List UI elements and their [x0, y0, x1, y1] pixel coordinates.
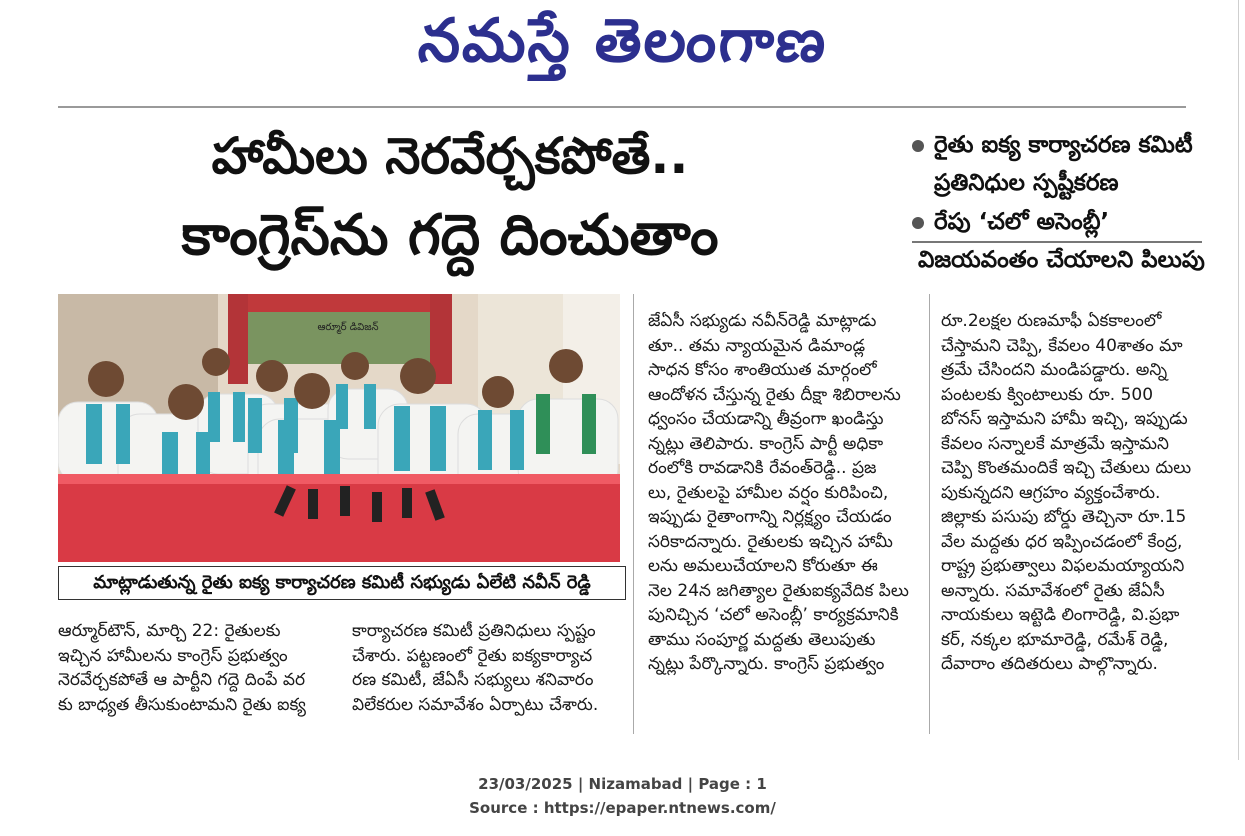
article-line: సాధన కోసం శాంతియుత మార్గంలో — [648, 360, 877, 380]
article-column-1a — [58, 619, 328, 717]
bullet-icon — [912, 217, 924, 229]
deck-line-3: విజయవంతం చేయాలని పిలుపు — [918, 247, 1205, 273]
article-line: బోనస్ ఇస్తామని హామీ ఇచ్చి, ఇప్పుడు — [941, 409, 1188, 429]
article-line: న్నట్లు తెలిపారు. కాంగ్రెస్ పార్టీ అధికా — [648, 433, 884, 454]
article-line: దేవారాం తదితరులు పాల్గొన్నారు. — [941, 654, 1158, 674]
article-line: అన్నారు. సమావేశంలో రైతు జేఏసీ — [941, 580, 1165, 601]
article-line: త్రమే చేసిందని మండిపడ్డారు. అన్ని — [941, 360, 1168, 380]
page-edge-rule — [1238, 0, 1239, 760]
deck-bullet-1-continuation: ప్రతినిధుల స్పష్టీకరణ — [934, 170, 1119, 196]
headline-line-2: కాంగ్రెస్‌ను గద్దె దించుతాం — [181, 203, 719, 268]
article-line: రాష్ట్ర ప్రభుత్వాలు విఫలమయ్యాయని — [941, 556, 1185, 576]
article-line: కార్యాచరణ కమిటీ ప్రతినిధులు స్పష్టం — [352, 621, 596, 641]
article-line: కేవలం సన్నాలకే మాత్రమే ఇస్తామని — [941, 433, 1169, 454]
article-line: సరికాదన్నారు. రైతులకు ఇచ్చిన హామీ — [648, 531, 893, 552]
deck-bullet-2 — [912, 205, 1109, 239]
footer-source: Source : https://epaper.ntnews.com/ — [469, 799, 776, 817]
article-line: నాయకులు ఇట్టెడి లింగారెడ్డి, వి.ప్రభా — [941, 605, 1180, 625]
article-line: లు, రైతులపై హామీల వర్షం కురిపించి, — [648, 482, 889, 503]
article-line: ఇచ్చిన హామీలను కాంగ్రెస్ ప్రభుత్వం — [58, 645, 288, 666]
press-meet-photo — [58, 294, 620, 562]
banner-text: ఆర్మూర్ డివిజన్ — [317, 322, 379, 333]
article-line: న్నట్లు పేర్కొన్నారు. కాంగ్రెస్ ప్రభుత్వం — [648, 654, 885, 674]
footer-date-edition: 23/03/2025 | Nizamabad | Page : 1 — [478, 775, 767, 793]
article-line: విలేకరుల సమావేశం ఏర్పాటు చేశారు. — [352, 694, 599, 715]
article-line: చేస్తామని చెప్పి, కేవలం 40శాతం మా — [941, 335, 1183, 356]
masthead-title: నమస్తే తెలంగాణ — [415, 6, 830, 76]
deck-bullet-1 — [912, 128, 1193, 162]
article-line: తాము సంపూర్ణ మద్దతు తెలుపుతు — [648, 629, 876, 650]
article-line: వేల మద్దతు ధర ఇప్పించడంలో కేంద్ర, — [941, 531, 1183, 552]
article-line: ఆందోళన చేస్తున్న రైతు దీక్షా శిబిరాలను — [648, 384, 901, 405]
article-line: తూ.. తమ న్యాయమైన డిమాండ్ల — [648, 335, 866, 356]
article-line: కు బాధ్యత తీసుకుంటామని రైతు ఐక్య — [58, 694, 306, 715]
article-line: చేశారు. పట్టణంలో రైతు ఐక్యకార్యాచ — [352, 645, 593, 666]
article-line: రణ కమిటీ, జేఏసీ సభ్యులు శనివారం — [352, 670, 594, 690]
bullet-icon — [912, 140, 924, 152]
news-photo — [58, 294, 620, 562]
article-column-1b — [352, 619, 622, 717]
headline-line-1: హామీలు నెరవేర్చకపోతే.. — [211, 127, 689, 185]
article-line: ఆర్మూర్‌టౌన్, మార్చి 22: రైతులకు — [58, 621, 281, 641]
article-line: జేఏసీ సభ్యుడు నవీన్‌రెడ్డి మాట్లాడు — [648, 311, 877, 331]
footer — [0, 772, 1245, 820]
article-line: నెల 24న జగిత్యాల రైతుఐక్యవేదిక పిలు — [648, 580, 909, 601]
article-line: ఇప్పుడు రైతాంగాన్ని నిర్లక్ష్యం చేయడం — [648, 507, 892, 527]
photo-caption: మాట్లాడుతున్న రైతు ఐక్య కార్యాచరణ కమిటీ సభ్యుడు ఏలేటి నవీన్ రెడ్డి — [58, 566, 626, 600]
deck-bullet-1-text: రైతు ఐక్య కార్యాచరణ కమిటీ — [934, 132, 1193, 158]
article-line: రూ.2లక్షల రుణమాఫీ ఏకకాలంలో — [941, 311, 1162, 331]
article-column-2 — [648, 309, 918, 677]
article-line: పంటలకు క్వింటాలుకు రూ. 500 — [941, 384, 1154, 405]
column-divider — [929, 294, 930, 734]
deck-bullet-2-text: రేపు ‘చలో అసెంబ్లీ’ — [934, 209, 1110, 235]
deck-divider — [912, 241, 1202, 243]
article-line: జిల్లాకు పసుపు బోర్డు తెచ్చినా రూ.15 — [941, 507, 1187, 527]
masthead — [0, 0, 1245, 90]
article-line: పునిచ్చిన ‘చలో అసెంబ్లీ’ కార్యక్రమానికి — [648, 605, 899, 625]
article-line: చెప్పి కొంతమందికే ఇచ్చి చేతులు దులు — [941, 458, 1192, 478]
article-line: లను అమలుచేయాలని కోరుతూ ఈ — [648, 556, 878, 576]
article-column-3 — [941, 309, 1211, 677]
article-line: రంలోకి రావడానికి రేవంత్‌రెడ్డి.. ప్రజ — [648, 458, 877, 478]
article-line: కర్, నక్కల భూమారెడ్డి, రమేశ్ రెడ్డి, — [941, 629, 1169, 650]
article-line: నెరవేర్చకపోతే ఆ పార్టీని గద్దె దింపే వర — [58, 670, 306, 690]
article-line: పుకున్నదని ఆగ్రహం వ్యక్తంచేశారు. — [941, 482, 1161, 503]
article-line: ధ్వంసం చేయడాన్ని తీవ్రంగా ఖండిస్తు — [648, 409, 884, 429]
column-divider — [633, 294, 634, 734]
top-divider — [58, 106, 1186, 108]
